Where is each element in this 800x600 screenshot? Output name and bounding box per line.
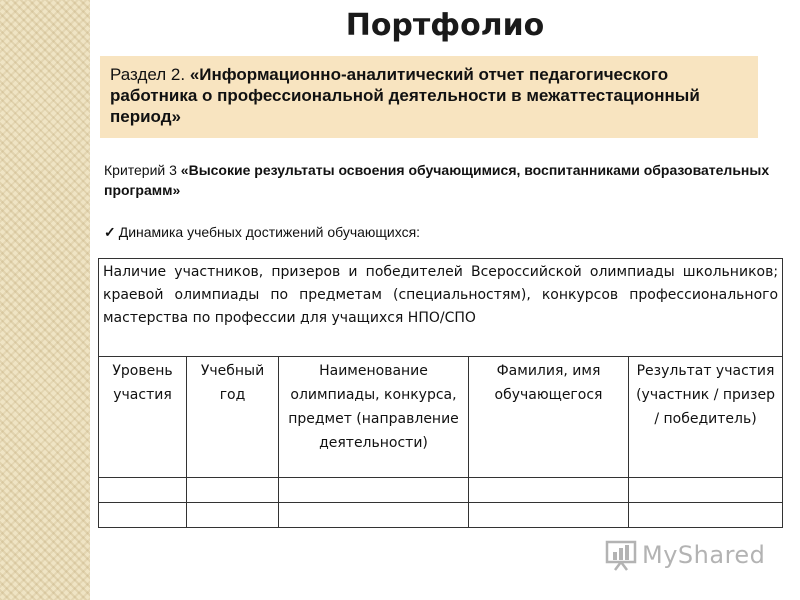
table-cell[interactable] xyxy=(187,478,279,503)
watermark-text: MyShared xyxy=(642,541,766,569)
criterion-text xyxy=(104,160,794,200)
table-cell[interactable] xyxy=(629,478,783,503)
section-text: «Информационно-аналитический отчет педагогического работника о профессиональной деятельности в межаттестационный период» xyxy=(110,65,700,126)
table-cell[interactable] xyxy=(469,503,629,528)
table-cell[interactable] xyxy=(279,478,469,503)
checklist-item-label: Динамика учебных достижений обучающихся: xyxy=(118,224,421,240)
column-header-level: Уровень участия xyxy=(99,357,187,478)
watermark xyxy=(604,538,774,572)
table-row xyxy=(99,503,783,528)
table-title-cell: Наличие участников, призеров и победителей Всероссийской олимпиады школьников; краевой олимпиады по предметам (специальностям), конкурсов профессионального мастерства по профессии для учащихся НПО/СПО xyxy=(99,259,783,357)
column-header-student-name: Фамилия, имя обучающегося xyxy=(469,357,629,478)
column-header-olympiad-name: Наименование олимпиады, конкурса, предмет (направление деятельности) xyxy=(279,357,469,478)
presentation-board-icon xyxy=(604,538,638,572)
checkmark-icon: ✓ xyxy=(104,224,116,240)
table-cell[interactable] xyxy=(279,503,469,528)
table-cell[interactable] xyxy=(629,503,783,528)
column-header-result: Результат участия (участник / призер / победитель) xyxy=(629,357,783,478)
table-header-row xyxy=(99,357,783,478)
page-title: Портфолио xyxy=(345,8,545,43)
decorative-side-strip xyxy=(0,0,90,600)
section-heading-box xyxy=(100,56,758,138)
table-cell[interactable] xyxy=(99,503,187,528)
criterion-prefix: Критерий 3 xyxy=(104,162,181,178)
table-cell[interactable] xyxy=(187,503,279,528)
table-row xyxy=(99,478,783,503)
checklist-item xyxy=(104,222,704,242)
table-cell[interactable] xyxy=(469,478,629,503)
criterion-body: «Высокие результаты освоения обучающимися, воспитанниками образовательных программ» xyxy=(104,162,770,198)
section-prefix: Раздел 2. xyxy=(110,65,190,84)
table-title-row xyxy=(99,259,783,357)
achievements-table xyxy=(98,258,783,528)
table-cell[interactable] xyxy=(99,478,187,503)
column-header-year: Учебный год xyxy=(187,357,279,478)
